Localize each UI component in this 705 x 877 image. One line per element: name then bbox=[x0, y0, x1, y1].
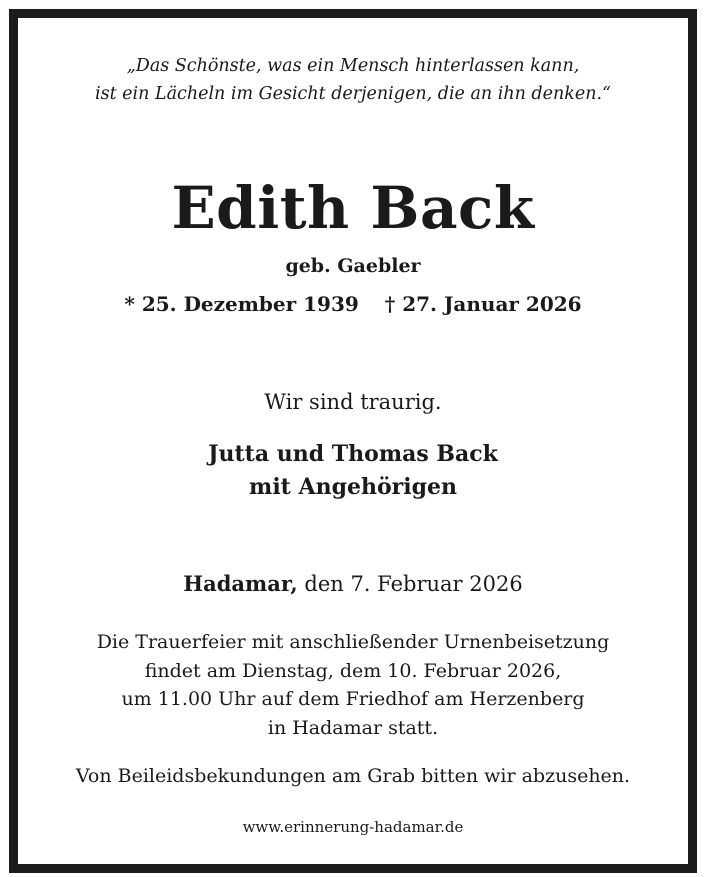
ceremony-line-1: Die Trauerfeier mit anschließender Urnenbeisetzung bbox=[96, 631, 610, 653]
ceremony-line-3: um 11.00 Uhr auf dem Friedhof am Herzenberg bbox=[121, 688, 585, 710]
birth-name: geb. Gaebler bbox=[285, 255, 421, 277]
ceremony-line-2: findet am Dienstag, dem 10. Februar 2026, bbox=[144, 659, 562, 682]
mourning-message: Wir sind traurig. bbox=[264, 390, 442, 414]
quote-line-1: „Das Schönste, was ein Mensch hinterlassen kann, bbox=[126, 56, 580, 76]
life-dates bbox=[18, 292, 688, 316]
birth-date: * 25. Dezember 1939 bbox=[124, 292, 359, 316]
website-link[interactable]: www.erinnerung-hadamar.de bbox=[242, 818, 464, 836]
obituary-frame bbox=[9, 9, 697, 873]
ceremony-line-4: in Hadamar statt. bbox=[267, 716, 439, 739]
mourners-line-1: Jutta und Thomas Back bbox=[208, 441, 498, 467]
death-date: † 27. Januar 2026 bbox=[384, 292, 582, 316]
mourners-line-2: mit Angehörigen bbox=[249, 474, 457, 500]
obituary-content bbox=[18, 18, 688, 864]
quote-line-2: ist ein Lächeln im Gesicht derjenigen, die an ihn denken.“ bbox=[95, 84, 611, 104]
condolence-note: Von Beileidsbekundungen am Grab bitten wir abzusehen. bbox=[75, 765, 631, 787]
deceased-name: Edith Back bbox=[171, 174, 535, 242]
memorial-quote bbox=[18, 52, 688, 108]
place-name: Hadamar, bbox=[183, 571, 298, 596]
notice-date: den 7. Februar 2026 bbox=[297, 572, 523, 596]
ceremony-details bbox=[18, 628, 688, 742]
mourners bbox=[18, 438, 688, 504]
place-date bbox=[18, 571, 688, 596]
